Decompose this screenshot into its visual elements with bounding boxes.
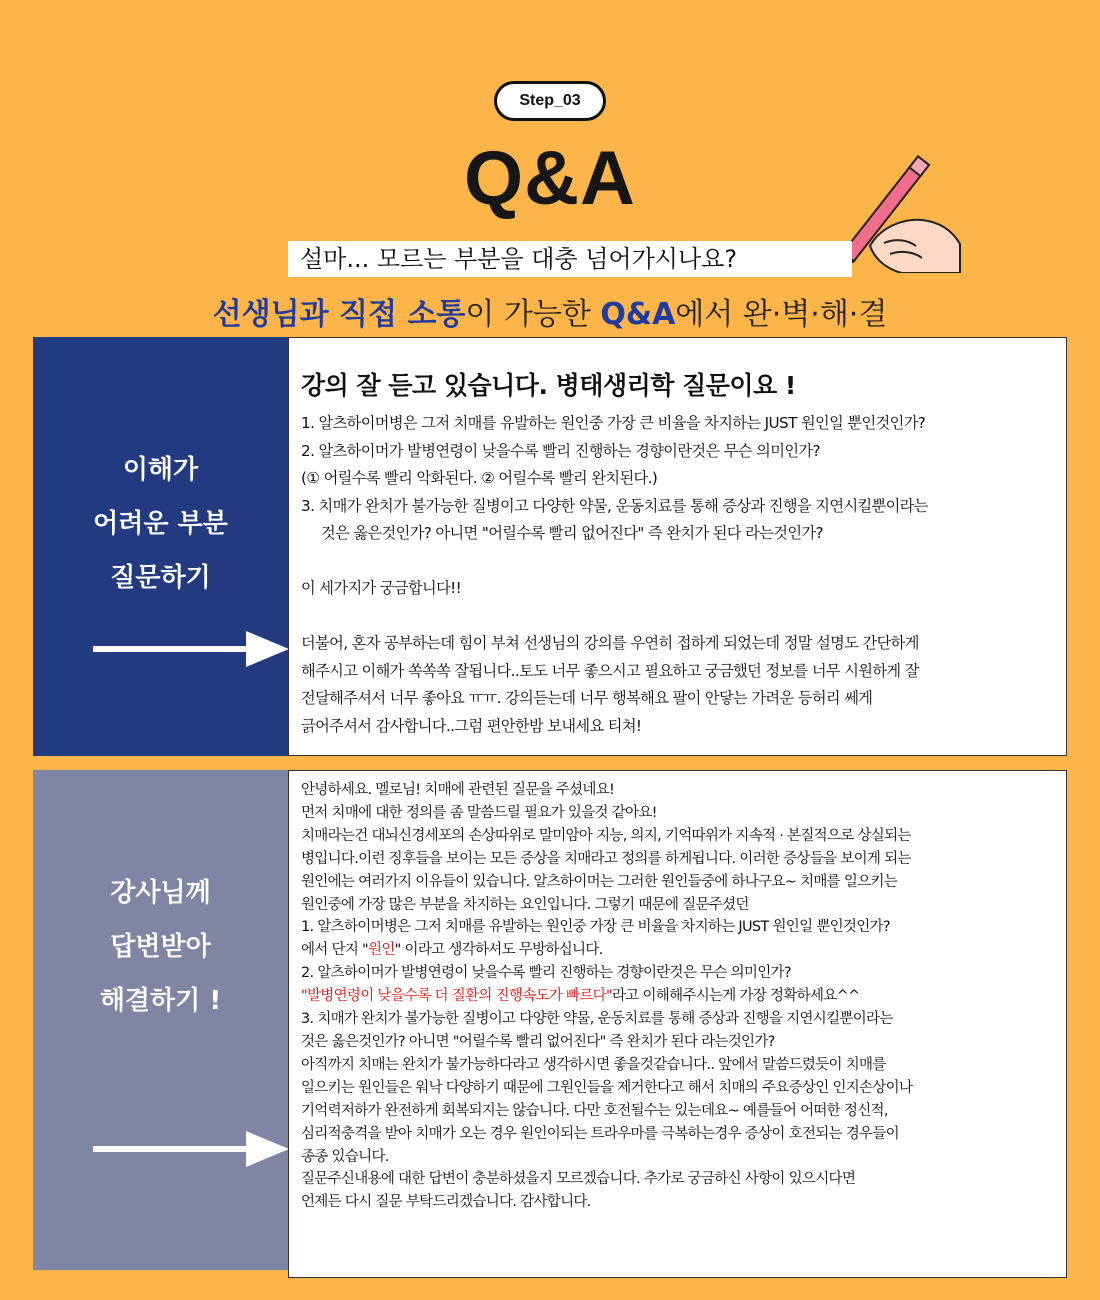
question-line: (① 어릴수록 빨리 악화된다. ② 어릴수록 빨리 완치된다.) [301, 469, 658, 487]
question-line: 긁어주셔서 감사합니다..그럼 편안한밤 보내세요 티쳐! [301, 716, 642, 735]
question-line: 3. 치매가 완치가 불가능한 질병이고 다양한 약물, 운동치료를 통해 증상과 진행을 지연시킬뿐이라는 [301, 496, 928, 515]
answer-highlight: "발병연령이 낮을수록 더 질환의 진행속도가 빠르다" [301, 988, 612, 1005]
answer-text: " 이라고 생각하셔도 무방하십니다. [394, 942, 603, 959]
subtitle-banner: 설마... 모르는 부분을 대충 넘어가시나요? [288, 241, 852, 277]
answer-text: 에서 단지 " [301, 942, 369, 959]
question-line: 1. 알츠하이머병은 그저 치매를 유발하는 원인중 가장 큰 비율을 차지하는 JUST 원인일 뿐인것인가? [301, 414, 926, 432]
answer-line: 일으키는 원인들은 워낙 다양하기 때문에 그원인들을 제거한다고 해서 치매의 주요증상인 인지손상이나 [301, 1079, 913, 1096]
answer-line: 1. 알츠하이머병은 그저 치매를 유발하는 원인중 가장 큰 비율을 차지하는 JUST 원인일 뿐인것인가? [301, 919, 890, 936]
answer-line: 질문주신내용에 대한 답변이 충분하셨을지 모르겠습니다. 추가로 궁금하신 사항이 있으시다면 [301, 1171, 856, 1188]
answer-line [301, 939, 1056, 962]
answer-line: 2. 알츠하이머가 발병연령이 낮을수록 빨리 진행하는 경향이란것은 무슨 의미인가? [301, 965, 791, 982]
answer-line: 아직까지 치매는 완치가 불가능하다라고 생각하시면 좋을것같습니다.. 앞에서 말씀드렸듯이 치매를 [301, 1056, 886, 1073]
answer-line: 원인중에 가장 많은 부분을 차지하는 요인입니다. 그렇기 때문에 질문주셨던 [301, 896, 749, 913]
right-arrow-icon [91, 629, 291, 669]
panel-line: 해결하기 ! [99, 986, 222, 1016]
question-line: 해주시고 이해가 쏙쏙쏙 잘됩니다..토도 너무 좋으시고 필요하고 궁금했던 정보를 너무 시원하게 잘 [301, 661, 919, 680]
answer-line: 먼저 치매에 대한 정의를 좀 말씀드릴 필요가 있을것 같아요! [301, 804, 657, 821]
question-title: 강의 잘 듣고 있습니다. 병태생리학 질문이요 ! [301, 371, 796, 400]
panel-line: 이해가 [122, 455, 199, 485]
answer-line: 안녕하세요. 멜로님! 치매에 관련된 질문을 주셨네요! [301, 782, 615, 798]
answer-line: 언제든 다시 질문 부탁드리겠습니다. 감사합니다. [301, 1194, 591, 1211]
question-line: 이 세가지가 궁금합니다!! [301, 579, 462, 597]
answer-line: 3. 치매가 완치가 불가능한 질병이고 다양한 약물, 운동치료를 통해 증상과 진행을 지연시킬뿐이라는 [301, 1011, 893, 1028]
answer-highlight: 원인 [368, 942, 395, 959]
answer-text: 라고 이해해주시는게 가장 정확하세요^^ [611, 988, 860, 1005]
answer-line: 병입니다.이런 징후들을 보이는 모든 증상을 치매라고 정의를 하게됩니다. 이러한 증상들을 보이게 되는 [301, 850, 911, 867]
answer-line: 기억력저하가 완전하게 회복되지는 않습니다. 다만 호전될수는 있는데요~ 예를들어 어떠한 정신적, [301, 1102, 888, 1119]
answer-line: 원인에는 여러가지 이유들이 있습니다. 알츠하이머는 그러한 원인들중에 하나구요~ 치매를 일으키는 [301, 873, 898, 890]
answer-label-panel [33, 770, 288, 1270]
answer-body [301, 779, 1056, 1214]
answer-line: 것은 옳은것인가? 아니면 "어릴수록 빨리 없어진다" 즉 완치가 된다 라는것인가? [301, 1033, 775, 1050]
answer-line: 종종 있습니다. [301, 1148, 389, 1165]
answer-line: 치매라는건 대뇌신경세포의 손상따위로 말미암아 지능, 의지, 기억따위가 지속적 · 본질적으로 상실되는 [301, 827, 911, 844]
headline-highlight: 선생님과 직접 소통 [212, 297, 466, 332]
panel-line: 어려운 부분 [93, 509, 228, 539]
question-line: 것은 옳은것인가? 아니면 "어릴수록 빨리 없어진다" 즉 완치가 된다 라는것인가? [321, 524, 823, 542]
panel-line: 답변받아 [110, 932, 211, 962]
panel-line: 질문하기 [110, 563, 211, 593]
right-arrow-icon [91, 1129, 291, 1169]
headline-text: 이 가능한 [465, 297, 601, 332]
answer-line [301, 985, 1056, 1008]
page-title: Q&A [464, 136, 636, 221]
question-body [301, 410, 1056, 740]
question-label-panel [33, 337, 288, 756]
headline-text-end: 에서 완·벽·해·결 [675, 297, 888, 332]
panel-line: 강사님께 [110, 878, 211, 908]
question-box [288, 337, 1067, 756]
question-line: 더불어, 혼자 공부하는데 힘이 부쳐 선생님의 강의를 우연히 접하게 되었는데 정말 설명도 간단하게 [301, 634, 919, 652]
headline [0, 289, 1100, 333]
headline-highlight-qa: Q&A [600, 297, 676, 332]
step-badge: Step_03 [494, 81, 606, 121]
question-line: 2. 알츠하이머가 발병연령이 낮을수록 빨리 진행하는 경향이란것은 무슨 의미인가? [301, 441, 820, 460]
answer-line: 심리적충격을 받아 치매가 오는 경우 원인이되는 트라우마를 극복하는경우 증상이 호전되는 경우들이 [301, 1125, 899, 1142]
answer-box [288, 770, 1067, 1278]
question-line: 전달해주셔서 너무 좋아요 ㅠㅠ. 강의듣는데 너무 행복해요 팔이 안닿는 가려운 등허리 쎄게 [301, 689, 873, 707]
